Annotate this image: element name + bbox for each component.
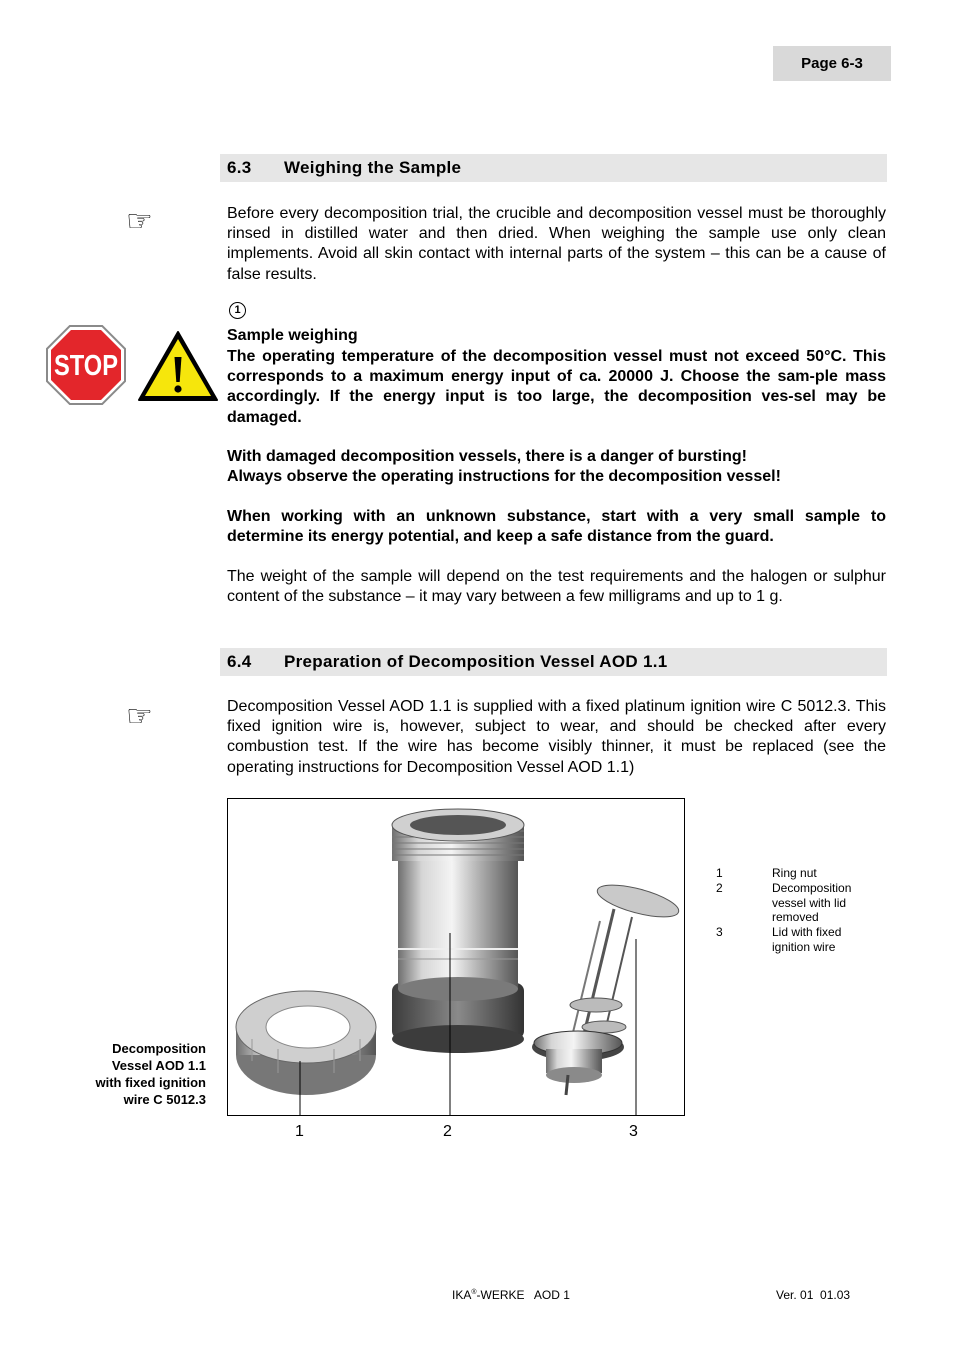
section-title: Preparation of Decomposition Vessel AOD 1.1 — [284, 652, 668, 671]
callout-1: 1 — [295, 1123, 304, 1140]
lid-illustration — [532, 879, 682, 1095]
ring-nut-illustration — [236, 991, 376, 1095]
unknown-substance-warning: When working with an unknown substance, start with a very small sample to determine its energy potential, and keep a safe distance from the guard. — [227, 508, 886, 546]
figure-caption: Decomposition Vessel AOD 1.1 with fixed ignition wire C 5012.3 — [95, 1041, 206, 1107]
ignition-wire-note: Decomposition Vessel AOD 1.1 is supplied with a fixed platinum ignition wire C 5012.3. This fixed ignition wire is, however, subject to wear, and should be checked after every combustion test. If the wire has become visibly thinner, it must be replaced (see the operating instructions for Decomposition Vessel AOD 1.1) — [227, 698, 886, 776]
cleaning-note: Before every decomposition trial, the crucible and decomposition vessel must be thoroughly rinsed in distilled water and then dried. When weighing the sample use only clean implements. Avoid all skin contact with internal parts of the system – this can be a cause of false results. — [227, 205, 886, 283]
section-heading-6-3 — [220, 154, 887, 182]
callout-3: 3 — [629, 1123, 638, 1140]
legend-item: 1 Ring nut — [716, 866, 817, 880]
stop-sign-icon — [46, 325, 126, 405]
warning-triangle-icon — [137, 330, 219, 402]
warning-title: Sample weighing — [227, 327, 358, 344]
pointing-hand-icon: ☞ — [126, 700, 153, 733]
vessel-illustration — [228, 799, 684, 1115]
vessel-body-illustration — [392, 809, 524, 1053]
legend-item: 2 Decomposition vessel with lid removed — [716, 880, 852, 925]
sample-weight-text: The weight of the sample will depend on the test requirements and the halogen or sulphur content of the substance – it may vary between a few milligrams and up to 1 g. — [227, 568, 886, 606]
section-heading-6-4 — [220, 648, 887, 676]
warning-text: The operating temperature of the decomposition vessel must not exceed 50°C. This corresponds to a maximum energy input of ca. 20000 J. Choose the sam-ple mass accordingly. If the energy input is too large, the decomposition ves-sel may be damaged. — [227, 348, 886, 426]
stop-sign-text: STOP — [54, 350, 118, 382]
legend-item: 3 Lid with fixed ignition wire — [716, 925, 842, 954]
vessel-photo — [227, 798, 685, 1116]
footer-version: Ver. 01 01.03 — [776, 1288, 851, 1302]
callout-2: 2 — [443, 1123, 452, 1140]
danger-bursting: With damaged decomposition vessels, there is a danger of bursting! — [227, 448, 747, 465]
footer-brand: IKA®-WERKE AOD 1 — [452, 1288, 570, 1302]
section-number: 6.4 — [227, 652, 252, 671]
info-circle-icon: 1 — [229, 302, 246, 319]
section-number: 6.3 — [227, 158, 252, 177]
page-label: Page 6-3 — [773, 46, 891, 81]
pointing-hand-icon: ☞ — [126, 205, 153, 238]
section-title: Weighing the Sample — [284, 158, 462, 177]
figure-legend — [716, 866, 872, 955]
danger-instructions: Always observe the operating instructions for the decomposition vessel! — [227, 468, 781, 485]
